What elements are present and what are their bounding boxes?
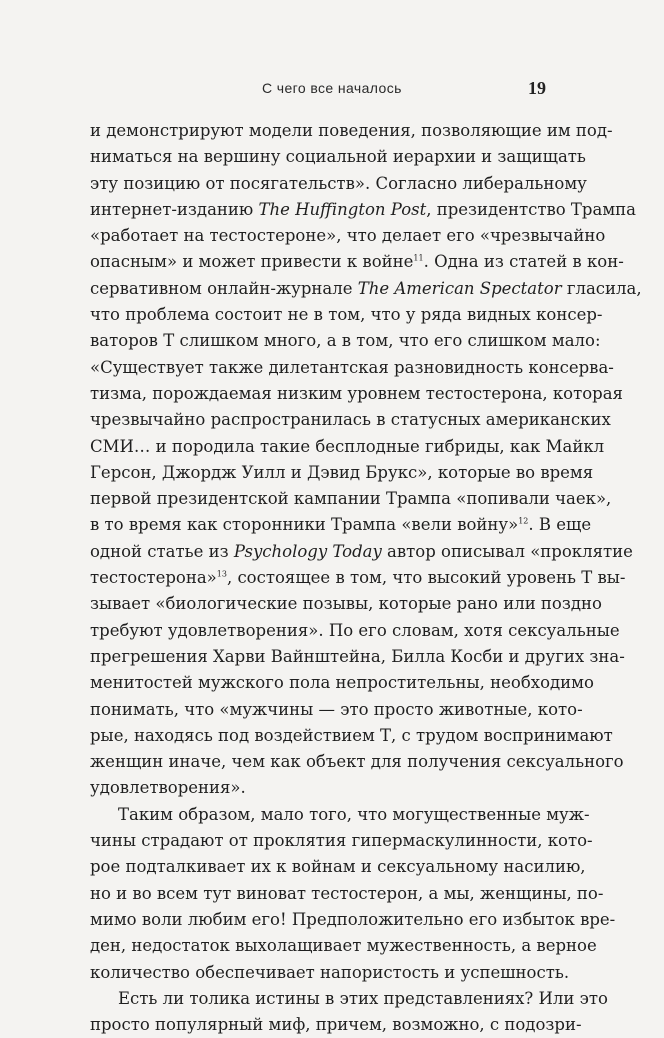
- text-run: . Одна из статей в кон-: [423, 252, 624, 272]
- text-run: требуют удовлетворения». По его словам, хотя сексуальные: [90, 620, 620, 640]
- body-text: [90, 118, 642, 1038]
- page-number: 19: [528, 78, 546, 98]
- text-line: [90, 907, 616, 933]
- text-run: просто популярный миф, причем, возможно, с подозри-: [90, 1015, 582, 1035]
- text-run: , президентство Трампа: [426, 199, 637, 219]
- text-line: [90, 197, 637, 223]
- text-line: [90, 854, 586, 880]
- italic-title: The American Spectator: [357, 278, 562, 298]
- text-line: [90, 223, 606, 249]
- text-run: женщин иначе, чем как объект для получения сексуального: [90, 752, 624, 772]
- text-line: [90, 618, 620, 644]
- text-line: [90, 381, 623, 407]
- text-line: [90, 276, 642, 302]
- text-run: Таким образом, мало того, что могущественные муж-: [118, 804, 590, 824]
- text-line: [90, 591, 602, 617]
- text-line: [90, 328, 601, 354]
- text-run: прегрешения Харви Вайнштейна, Билла Косби и других зна-: [90, 646, 625, 666]
- text-run: «Существует также дилетантская разновидность консерва-: [90, 357, 614, 377]
- text-run: тестостерона»: [90, 568, 217, 588]
- text-line: [90, 407, 611, 433]
- text-line: [90, 986, 608, 1012]
- text-run: . В еще: [528, 515, 592, 535]
- text-run: одной статье из: [90, 541, 234, 561]
- text-line: [90, 302, 603, 328]
- text-run: «работает на тестостероне», что делает его «чрезвычайно: [90, 226, 606, 246]
- text-line: [90, 881, 604, 907]
- text-run: и демонстрируют модели поведения, позволяющие им под-: [90, 121, 613, 140]
- text-run: тизма, порождаемая низким уровнем тестостерона, которая: [90, 383, 623, 403]
- text-line: [90, 512, 592, 538]
- text-run: ден, недостаток выхолащивает мужественность, а верное: [90, 936, 597, 956]
- text-line: [90, 434, 605, 460]
- text-line: [90, 118, 613, 144]
- text-line: [90, 697, 583, 723]
- text-run: менитостей мужского пола непростительны, необходимо: [90, 673, 594, 693]
- text-run: в то время как сторонники Трампа «вели войну»: [90, 515, 519, 535]
- text-line: [90, 565, 626, 591]
- text-line: [90, 355, 614, 381]
- footnote-ref: 12: [518, 516, 529, 526]
- text-run: гласила,: [561, 278, 642, 298]
- text-run: рое подталкивает их к войнам и сексуальному насилию,: [90, 857, 586, 877]
- text-line: [90, 644, 625, 670]
- italic-title: Psychology Today: [233, 541, 382, 561]
- text-run: рые, находясь под воздействием Т, с трудом воспринимают: [90, 725, 613, 745]
- footnote-ref: 11: [413, 253, 424, 263]
- text-line: [90, 933, 597, 959]
- text-run: эту позицию от посягательств». Согласно либеральному: [90, 173, 587, 193]
- text-run: автор описывал «проклятие: [381, 541, 633, 561]
- text-line: [90, 249, 624, 275]
- text-line: [90, 460, 594, 486]
- text-run: чрезвычайно распространилась в статусных американских: [90, 410, 611, 430]
- text-run: понимать, что «мужчины — это просто животные, кото-: [90, 699, 583, 719]
- text-line: [90, 960, 570, 986]
- text-run: удовлетворения».: [90, 778, 246, 798]
- text-run: интернет-изданию: [90, 199, 259, 219]
- footnote-ref: 13: [216, 569, 227, 579]
- running-title: С чего все началось: [262, 80, 402, 96]
- italic-title: The Huffington Post: [258, 199, 427, 219]
- text-line: [90, 171, 587, 197]
- text-line: [90, 828, 593, 854]
- text-line: [90, 1012, 582, 1038]
- text-run: ниматься на вершину социальной иерархии и защищать: [90, 147, 586, 167]
- text-run: Есть ли толика истины в этих представлениях? Или это: [118, 988, 608, 1008]
- running-header: [0, 80, 664, 100]
- text-line: [90, 775, 549, 801]
- text-run: сервативном онлайн-журнале: [90, 278, 358, 298]
- text-line: [90, 723, 613, 749]
- text-line: [90, 486, 612, 512]
- text-run: , состоящее в том, что высокий уровень Т вы-: [226, 568, 626, 588]
- text-run: зывает «биологические позывы, которые рано или поздно: [90, 594, 602, 614]
- text-run: мимо воли любим его! Предположительно его избыток вре-: [90, 909, 616, 929]
- text-line: [90, 749, 624, 775]
- text-run: но и во всем тут виноват тестостерон, а мы, женщины, по-: [90, 883, 604, 903]
- text-run: что проблема состоит не в том, что у ряда видных консер-: [90, 305, 603, 325]
- text-line: [90, 539, 633, 565]
- text-run: СМИ… и породила такие бесплодные гибриды, как Майкл: [90, 436, 605, 456]
- text-line: [90, 144, 586, 170]
- text-run: первой президентской кампании Трампа «попивали чаек»,: [90, 489, 612, 509]
- text-run: чины страдают от проклятия гипермаскулинности, кото-: [90, 831, 593, 851]
- text-line: [90, 670, 594, 696]
- text-line: [90, 802, 590, 828]
- text-run: ваторов Т слишком много, а в том, что его слишком мало:: [90, 331, 601, 351]
- text-run: Герсон, Джордж Уилл и Дэвид Брукс», которые во время: [90, 462, 594, 482]
- text-run: количество обеспечивает напористость и успешность.: [90, 962, 570, 982]
- text-run: опасным» и может привести к войне: [90, 252, 414, 272]
